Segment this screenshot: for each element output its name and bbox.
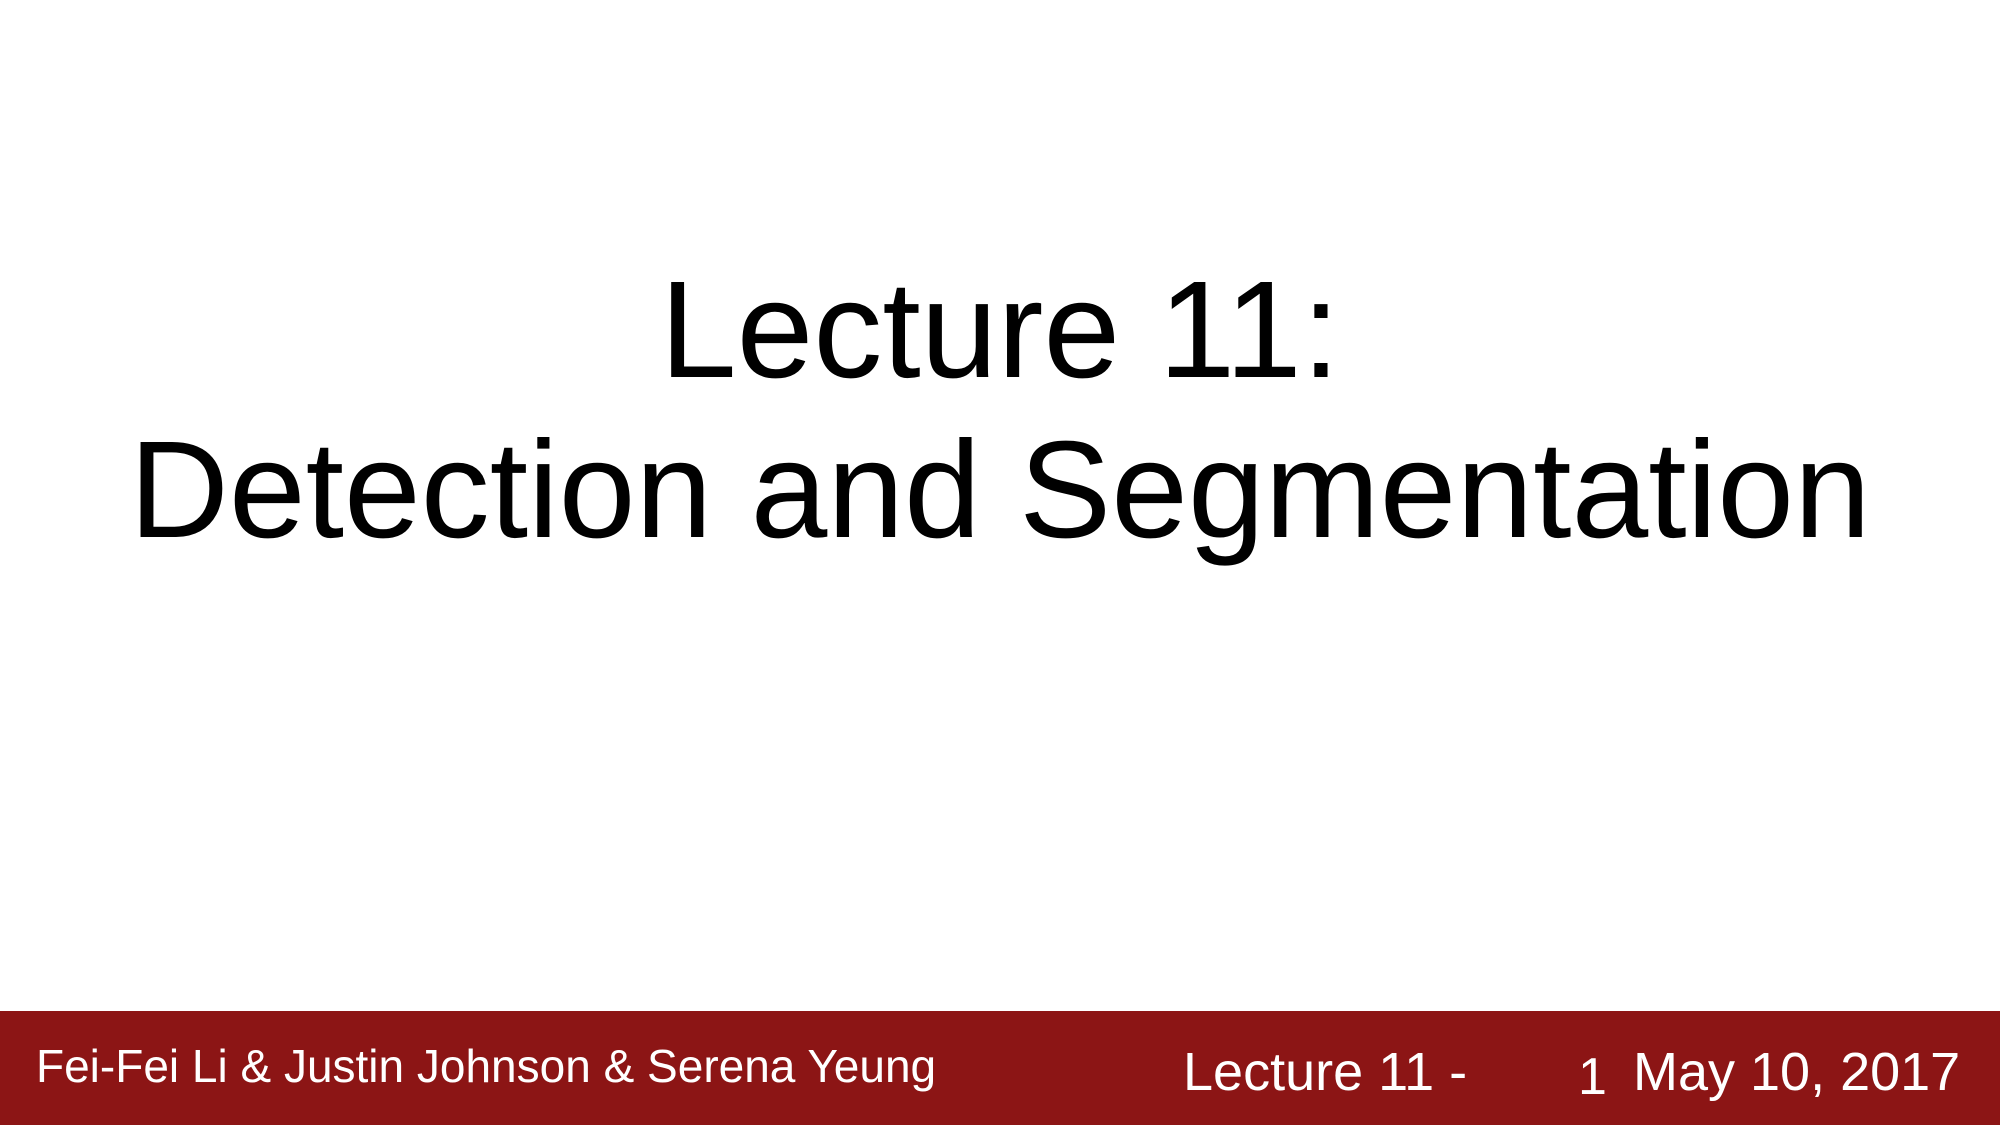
footer-page-number: 1 [1578,1048,1607,1106]
footer-bar [0,1011,2000,1125]
footer-authors: Fei-Fei Li & Justin Johnson & Serena Yeung [36,1040,937,1092]
slide-title [0,250,2000,570]
footer-lecture-label: Lecture 11 - [1183,1042,1468,1102]
title-line-1: Lecture 11: [659,253,1341,407]
footer-date: May 10, 2017 [1633,1042,1961,1102]
title-line-2: Detection and Segmentation [129,413,1871,567]
